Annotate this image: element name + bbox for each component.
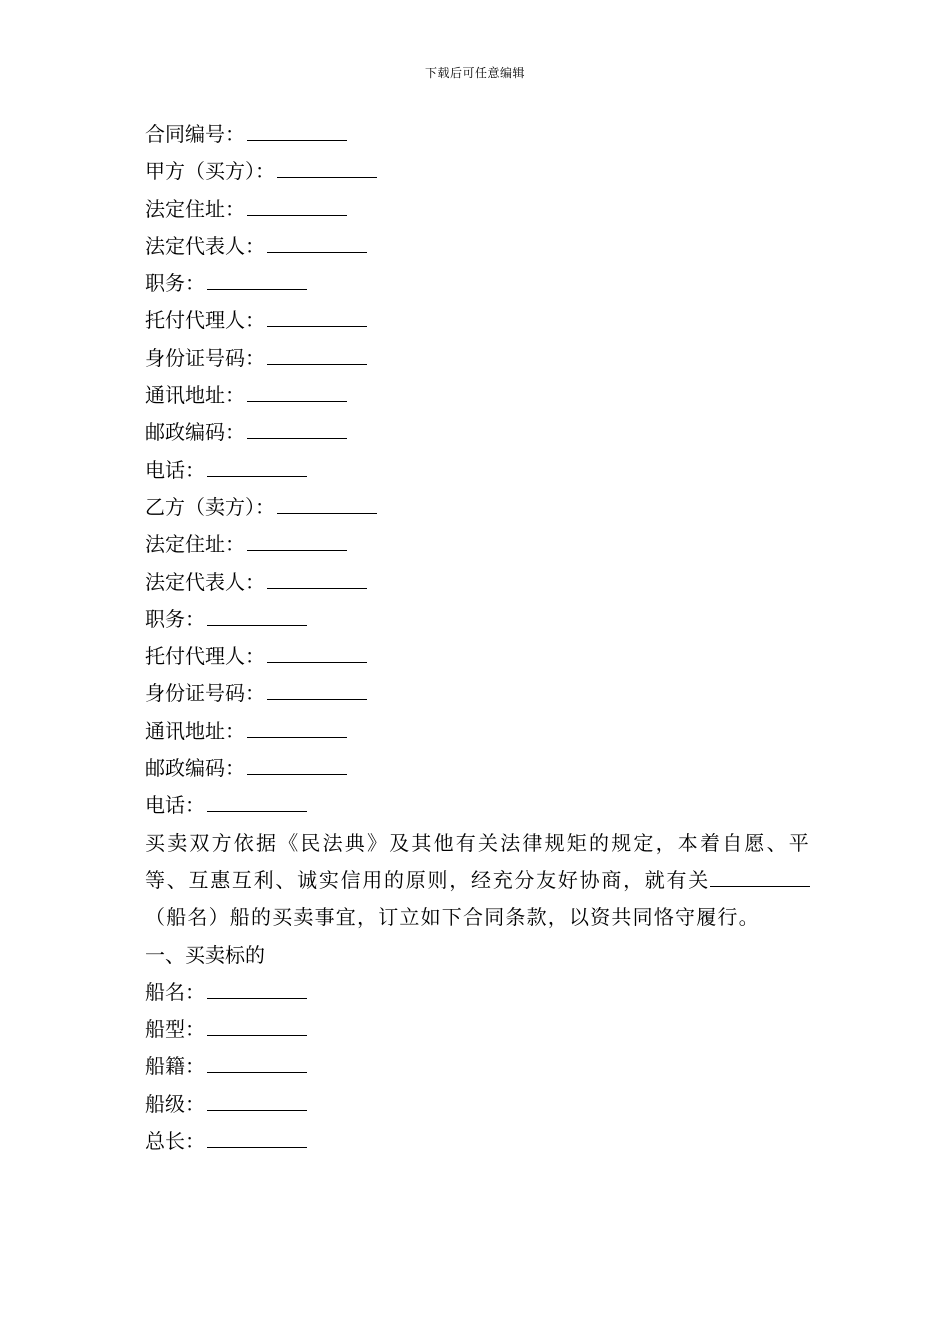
field-label: 乙方（卖方）： — [145, 494, 275, 519]
field-label: 电话： — [145, 793, 205, 818]
field-label: 邮政编码： — [145, 756, 245, 781]
field-row — [145, 377, 810, 414]
field-row — [145, 153, 810, 190]
field-blank — [267, 640, 367, 663]
field-row — [145, 191, 810, 228]
field-blank — [247, 715, 347, 738]
field-row — [145, 489, 810, 526]
field-row — [145, 340, 810, 377]
ship-field-label: 船级： — [145, 1091, 205, 1116]
field-label: 通讯地址： — [145, 718, 245, 743]
field-row — [145, 228, 810, 265]
field-row — [145, 601, 810, 638]
field-blank — [267, 304, 367, 327]
ship-field-blank — [207, 976, 307, 999]
field-blank — [207, 454, 307, 477]
field-blank — [247, 379, 347, 402]
page-header: 下载后可任意编辑 — [424, 66, 525, 80]
field-label: 托付代理人： — [145, 644, 265, 669]
ship-field-row — [145, 974, 810, 1011]
ship-field-label: 船型： — [145, 1017, 205, 1042]
field-label: 职务： — [145, 606, 205, 631]
section-title: 一、买卖标的 — [145, 942, 265, 967]
field-row — [145, 750, 810, 787]
field-label: 身份证号码： — [145, 345, 265, 370]
field-blank — [247, 193, 347, 216]
field-row — [145, 265, 810, 302]
ship-field-row — [145, 1123, 810, 1160]
field-row — [145, 414, 810, 451]
field-label: 合同编号： — [145, 122, 245, 146]
field-blank — [277, 491, 377, 514]
field-label: 法定住址： — [145, 196, 245, 221]
field-row — [145, 675, 810, 712]
field-label: 法定住址： — [145, 532, 245, 557]
field-row — [145, 638, 810, 675]
ship-name-blank-2 — [766, 864, 810, 887]
field-label: 托付代理人： — [145, 308, 265, 333]
contract-body — [145, 116, 810, 1160]
ship-field-label: 船名： — [145, 979, 205, 1004]
field-label: 通讯地址： — [145, 383, 245, 408]
ship-field-label: 总长： — [145, 1129, 205, 1154]
field-blank — [247, 118, 347, 141]
ship-field-blank — [207, 1050, 307, 1073]
ship-field-blank — [207, 1013, 307, 1036]
field-blank — [247, 528, 347, 551]
field-label: 邮政编码： — [145, 420, 245, 445]
preamble-text-1: 买卖双方依据《民法典》及其他有关法律规矩的规定，本着自愿、平等、互惠互利、诚实信用的原则，经充分友好协商，就有关 — [145, 830, 810, 892]
field-label: 电话： — [145, 457, 205, 482]
party-fields — [145, 116, 810, 825]
ship-field-label: 船籍： — [145, 1054, 205, 1079]
ship-name-blank-1 — [710, 864, 766, 887]
field-blank — [267, 566, 367, 589]
field-label: 职务： — [145, 271, 205, 296]
field-label: 法定代表人： — [145, 569, 265, 594]
ship-field-blank — [207, 1088, 307, 1111]
field-blank — [207, 603, 307, 626]
field-row — [145, 116, 810, 153]
ship-field-blank — [207, 1125, 307, 1148]
field-blank — [247, 752, 347, 775]
ship-field-row — [145, 1011, 810, 1048]
field-blank — [267, 677, 367, 700]
field-blank — [207, 789, 307, 812]
field-row — [145, 302, 810, 339]
ship-field-row — [145, 1048, 810, 1085]
ship-fields — [145, 974, 810, 1160]
field-label: 法定代表人： — [145, 233, 265, 258]
field-blank — [277, 155, 377, 178]
field-label: 甲方（买方）： — [145, 159, 275, 184]
field-blank — [247, 416, 347, 439]
field-row — [145, 526, 810, 563]
ship-field-row — [145, 1086, 810, 1123]
field-blank — [267, 230, 367, 253]
field-blank — [267, 342, 367, 365]
preamble-text-2: （船名）船的买卖事宜，订立如下合同条款，以资共同恪守履行。 — [145, 905, 760, 930]
preamble-paragraph — [145, 825, 810, 937]
field-row — [145, 787, 810, 824]
field-row — [145, 452, 810, 489]
field-row — [145, 713, 810, 750]
field-row — [145, 564, 810, 601]
field-blank — [207, 267, 307, 290]
field-label: 身份证号码： — [145, 681, 265, 706]
